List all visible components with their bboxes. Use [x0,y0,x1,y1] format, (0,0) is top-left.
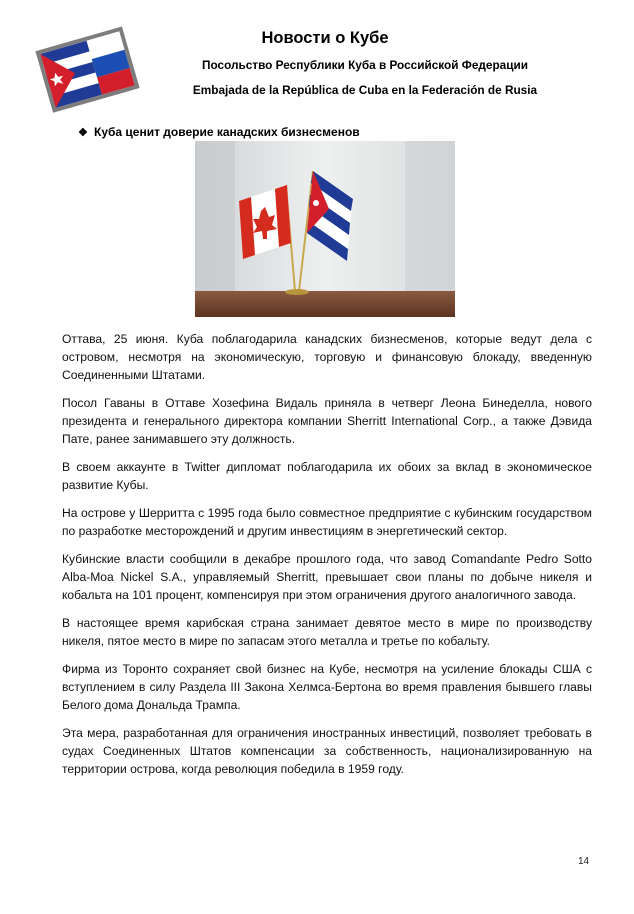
article-paragraph: Фирма из Торонто сохраняет свой бизнес на Кубе, несмотря на усиление блокады США с вступлением в силу Раздела III Закона Хелмса-Бертона во время правления бывшего главы Белого дома Дональда Трампа. [62,662,592,712]
article-paragraph: В настоящее время карибская страна занимает девятое место в мире по производству никеля, пятое место в мире по запасам этого металла и третье по кобальту. [62,616,592,648]
cuba-russia-flags-logo-icon [32,18,140,118]
page-number: 14 [578,856,590,867]
article-headline-text: Куба ценит доверие канадских бизнесменов [94,125,360,139]
article-body [62,330,592,788]
embassy-name-es: Embajada de la República de Cuba en la Federación de Rusia [192,83,538,97]
article-paragraph: Кубинские власти сообщили в декабре прошлого года, что завод Comandante Pedro Sotto Alba-Moa Nickel S.A., управляемый Sherritt, превышает свои планы по добыче никеля и кобальта на 101 процент, компенсируя при этом ограничения другого аналогичного завода. [62,552,592,602]
article-paragraph: Эта мера, разработанная для ограничения иностранных инвестиций, позволяет требовать в судах Соединенных Штатов компенсации за собственность, национализированную на территории острова, когда революция победила в 1959 году. [62,726,592,776]
diamond-bullet-icon: ❖ [78,127,88,139]
embassy-name-ru: Посольство Республики Куба в Российской Федерации [202,58,528,72]
page-title: Новости о Кубе [261,29,389,47]
article-paragraph: Оттава, 25 июня. Куба поблагодарила канадских бизнесменов, которые ведут дела с островом, несмотря на экономическую, торговую и финансовую блокаду, введенную Соединенными Штатами. [62,332,592,382]
article-paragraph: Посол Гаваны в Оттаве Хозефина Видаль приняла в четверг Леона Бинеделла, нового президента и генерального директора компании Sherritt International Corp., а также Дэвида Пате, ранее занимавшего эту должность. [62,396,592,446]
article-paragraph: В своем аккаунте в Twitter дипломат поблагодарила их обоих за вклад в экономическое развитие Кубы. [62,460,592,492]
article-headline [78,124,360,141]
canada-cuba-flags-photo [195,141,455,317]
article-paragraph: На острове у Шерритта с 1995 года было совместное предприятие с кубинским государством по разработке месторождений и другим инвестициям в энергетический сектор. [62,506,592,538]
